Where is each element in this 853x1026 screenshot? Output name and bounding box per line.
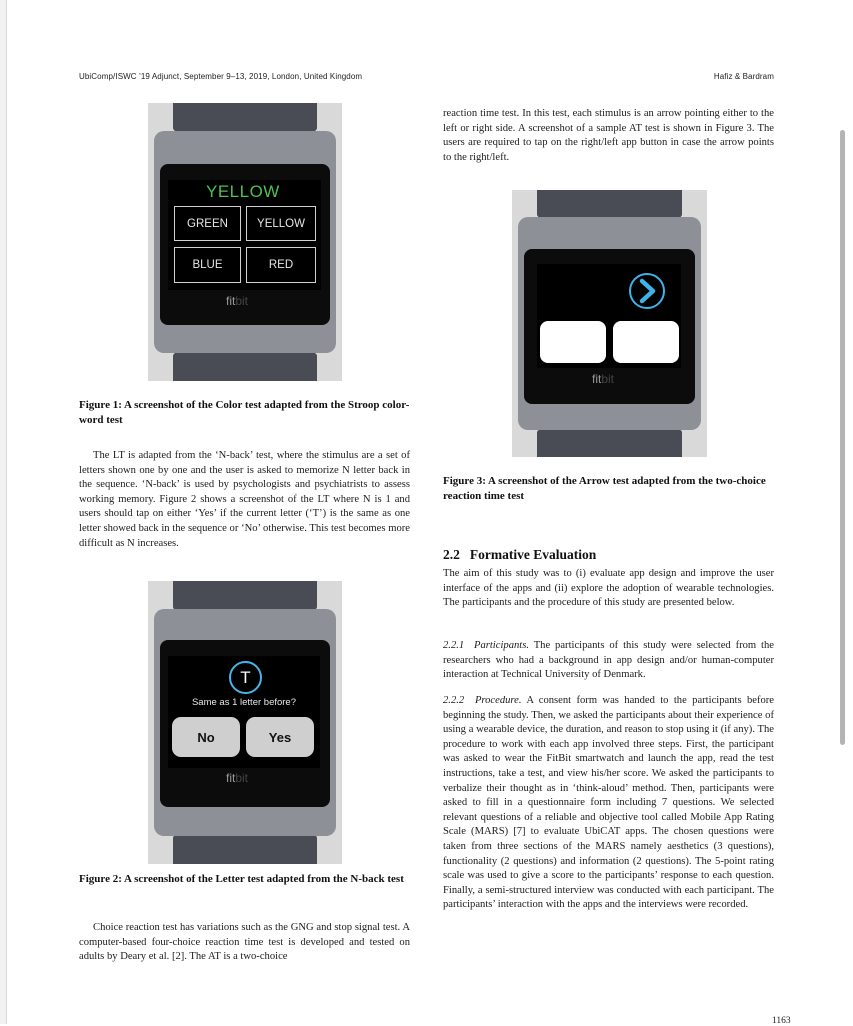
stroop-option-red: RED xyxy=(246,247,316,283)
participants-paragraph xyxy=(443,639,774,683)
page-number: 1163 xyxy=(772,1016,791,1026)
procedure-title: Procedure. xyxy=(474,695,522,706)
left-paragraph-nback: The LT is adapted from the ‘N-back’ test, where the stimulus are a set of letters shown one by one and the user is asked to memorize N letter back in the sequence. ‘N-back’ is used by psychologists and psychiatrists to assess working memory. Figure 2 shows a screenshot of the LT where N is 1 and users should tap on either ‘Yes’ if the current letter (‘T’) is the same as one letter showed back in the sequence or ‘No’ otherwise. This test becomes more difficult as N increases. xyxy=(79,450,410,549)
right-arrow-icon xyxy=(625,272,669,310)
figure2-watch-image xyxy=(148,581,342,864)
yes-button: Yes xyxy=(246,717,314,757)
procedure-paragraph xyxy=(443,694,774,913)
fitbit-logo: fitbit xyxy=(226,771,249,785)
stroop-option-yellow: YELLOW xyxy=(246,206,316,241)
left-paragraph-choice-reaction: Choice reaction test has variations such as the GNG and stop signal test. A computer-based four-choice reaction time test is developed and tested on adults by Deary et al. [2]. The AT is a two-choice xyxy=(79,922,410,963)
fitbit-logo: fitbit xyxy=(592,372,615,386)
right-paragraph-arrow-test: reaction time test. In this test, each stimulus is an arrow pointing either to the left or right side. A screenshot of a sample AT test is shown in Figure 3. The users are required to tap on the right/left app button in case the arrow points to the right/left. xyxy=(443,108,774,163)
scrollbar-thumb[interactable] xyxy=(840,130,845,745)
page-edge xyxy=(0,0,7,1024)
participants-title: Participants. xyxy=(473,640,529,651)
running-header-venue: UbiComp/ISWC ’19 Adjunct, September 9–13, 2019, London, United Kingdom xyxy=(79,72,363,81)
section-number: 2.2 xyxy=(443,547,460,562)
participants-text: The participants of this study were selected from the researchers who had a background in app design and/or human-computer interaction at Technical University of Denmark. xyxy=(443,640,774,681)
procedure-text: A consent form was handed to the participants before beginning the study. Then, we asked the participants about their experience of using a wearable device, the duration, and reason to stop using it (if any). The procedure to work with each app involved three steps. First, the participant was asked to wear the FitBit smartwatch and launch the app, read the test instructions, take a test, and view his/her score. We asked the participants to verbalize their thought as in ‘think-aloud’ method. Then, participants were asked to fill in a questionnaire form including 7 questions. We selected relevant questions of a reliable and objective tool called Mobile App Rating Scale (MARS) [7] to evaluate UbiCAT apps. The chosen questions were taken from three sections of the MARS namely aesthetics (3 questions), functionality (2 questions) and information (2 questions). The 5-point rating scale was used to give a score to the participants’ response to each question. Finally, a semi-structured interview was conducted with each participant. The participants’ interaction with the apps and the interviews were recorded. xyxy=(443,695,775,911)
stroop-stimulus-word: YELLOW xyxy=(206,182,280,201)
figure1-caption: Figure 1: A screenshot of the Color test adapted from the Stroop color-word test xyxy=(79,399,410,426)
figure1-watch-image xyxy=(148,103,342,381)
stroop-option-green: GREEN xyxy=(174,206,241,241)
no-button: No xyxy=(172,717,240,757)
figure2-caption: Figure 2: A screenshot of the Letter test adapted from the N-back test xyxy=(79,873,404,885)
letter-question-text: Same as 1 letter before? xyxy=(191,697,297,708)
procedure-number: 2.2.2 xyxy=(443,695,465,706)
letter-stimulus-circle: T xyxy=(229,661,262,694)
left-tap-button xyxy=(540,321,606,363)
figure3-caption: Figure 3: A screenshot of the Arrow test adapted from the two-choice reaction time test xyxy=(443,475,766,502)
running-header-authors: Hafiz & Bardram xyxy=(713,72,774,81)
participants-number: 2.2.1 xyxy=(443,640,465,651)
figure3-watch-image xyxy=(512,190,707,457)
stroop-option-blue: BLUE xyxy=(174,247,241,283)
section-heading xyxy=(443,547,596,563)
fitbit-logo: fitbit xyxy=(226,294,249,308)
right-tap-button xyxy=(613,321,679,363)
section-intro-paragraph: The aim of this study was to (i) evaluate app design and improve the user interface of the apps and (ii) explore the adoption of wearable technologies. The participants and the procedure of this study are presented below. xyxy=(443,568,774,609)
section-title: Formative Evaluation xyxy=(469,547,597,562)
